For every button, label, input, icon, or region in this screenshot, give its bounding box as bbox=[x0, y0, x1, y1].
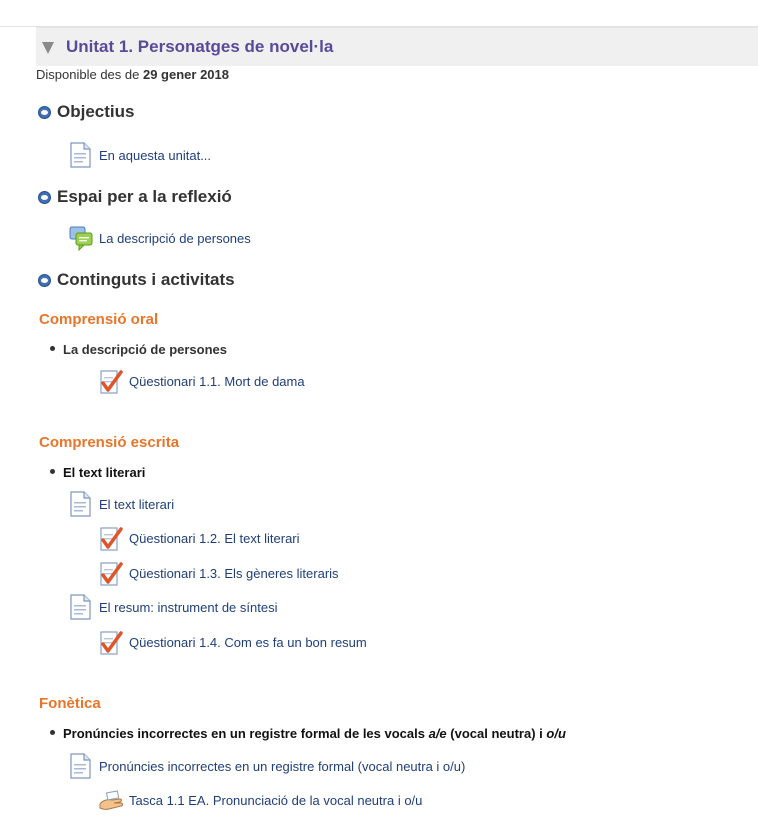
availability-date: 29 gener 2018 bbox=[142, 67, 229, 82]
topic-label: Pronúncies incorrectes en un registre formal de les vocals bbox=[63, 726, 425, 741]
activity-link[interactable]: Qüestionari 1.3. Els gèneres literaris bbox=[129, 566, 339, 581]
quiz-checkmark-icon bbox=[99, 525, 123, 551]
list-bullet bbox=[50, 346, 55, 351]
circle-arrow-icon bbox=[38, 274, 51, 287]
topic-fonetica bbox=[50, 726, 566, 741]
subheading-oral: Comprensió oral bbox=[39, 311, 159, 328]
circle-arrow-icon bbox=[38, 106, 51, 119]
activity-link[interactable]: Tasca 1.1 EA. Pronunciació de la vocal neutra i o/u bbox=[129, 793, 423, 808]
section-title[interactable]: Unitat 1. Personatges de novel·la bbox=[66, 37, 334, 56]
forum-icon bbox=[69, 225, 93, 251]
heading-objectius bbox=[38, 102, 134, 122]
assignment-hand-icon bbox=[99, 787, 123, 813]
activity-link[interactable]: El text literari bbox=[99, 497, 175, 512]
section-header[interactable] bbox=[36, 27, 758, 66]
heading-label: Espai per a la reflexió bbox=[57, 187, 232, 206]
topic-label: La descripció de persones bbox=[63, 342, 228, 357]
subheading-fonetica: Fonètica bbox=[39, 695, 101, 712]
list-bullet bbox=[50, 730, 55, 735]
triangle-down-icon[interactable] bbox=[42, 42, 54, 54]
topic-oral bbox=[50, 342, 227, 357]
activity-link[interactable]: Qüestionari 1.2. El text literari bbox=[129, 531, 300, 546]
topic-label-middle: (vocal neutra) i bbox=[450, 726, 543, 741]
topic-italic-ae: a/e bbox=[428, 726, 447, 741]
page-icon bbox=[69, 142, 93, 168]
activity-link[interactable]: La descripció de persones bbox=[99, 231, 251, 246]
page-icon bbox=[69, 594, 93, 620]
topic-italic-ou: o/u bbox=[546, 726, 566, 741]
availability-info bbox=[36, 67, 229, 82]
activity-link[interactable]: Qüestionari 1.4. Com es fa un bon resum bbox=[129, 635, 367, 650]
subheading-escrita: Comprensió escrita bbox=[39, 434, 180, 451]
quiz-checkmark-icon bbox=[99, 629, 123, 655]
heading-continguts bbox=[38, 270, 235, 290]
quiz-checkmark-icon bbox=[99, 368, 123, 394]
list-bullet bbox=[50, 469, 55, 474]
heading-reflexio bbox=[38, 187, 232, 207]
heading-label: Continguts i activitats bbox=[57, 270, 235, 289]
heading-label: Objectius bbox=[57, 102, 135, 121]
activity-link[interactable]: Pronúncies incorrectes en un registre formal (vocal neutra i o/u) bbox=[99, 759, 466, 774]
page-icon bbox=[69, 753, 93, 779]
activity-link[interactable]: Qüestionari 1.1. Mort de dama bbox=[129, 374, 305, 389]
topic-escrita bbox=[50, 465, 145, 480]
activity-link[interactable]: El resum: instrument de síntesi bbox=[99, 600, 278, 615]
quiz-checkmark-icon bbox=[99, 560, 123, 586]
circle-arrow-icon bbox=[38, 191, 51, 204]
topic-label: El text literari bbox=[63, 465, 146, 480]
page-icon bbox=[69, 491, 93, 517]
activity-link[interactable]: En aquesta unitat... bbox=[99, 148, 212, 163]
availability-prefix: Disponible des de bbox=[36, 67, 140, 82]
